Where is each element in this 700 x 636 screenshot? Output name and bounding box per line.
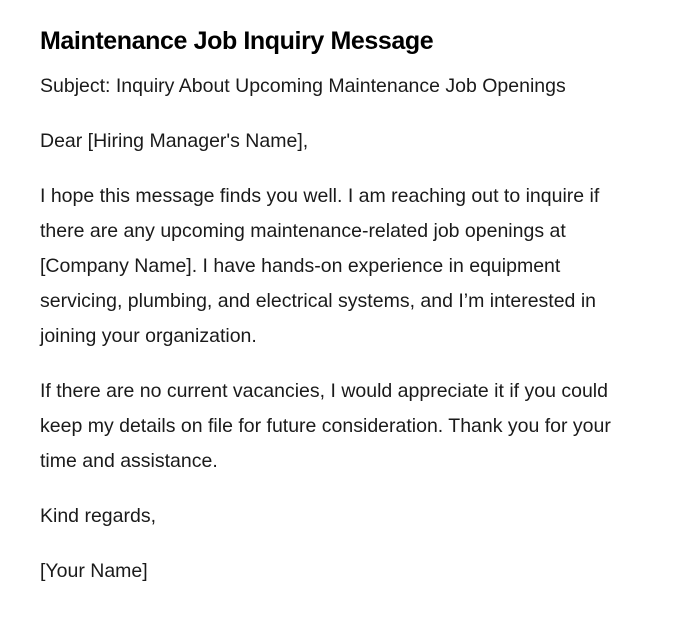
document-body (40, 24, 640, 589)
page-title: Maintenance Job Inquiry Message (40, 27, 434, 55)
closing-line: Kind regards, (40, 505, 156, 527)
body-paragraph-1: I hope this message finds you well. I am reaching out to inquire if there are any upcoming maintenance-related job openings at [Company Name]. I have hands-on experience in equipment servicing, plumbing, and electrical systems, and I’m interested in joining your organization. (40, 185, 600, 347)
body-paragraph-2: If there are no current vacancies, I would appreciate it if you could keep my details on file for future consideration. Thank you for your time and assistance. (40, 380, 611, 472)
greeting-line: Dear [Hiring Manager's Name], (40, 130, 309, 152)
subject-line: Subject: Inquiry About Upcoming Maintenance Job Openings (40, 75, 566, 97)
signature-line: [Your Name] (40, 560, 148, 582)
